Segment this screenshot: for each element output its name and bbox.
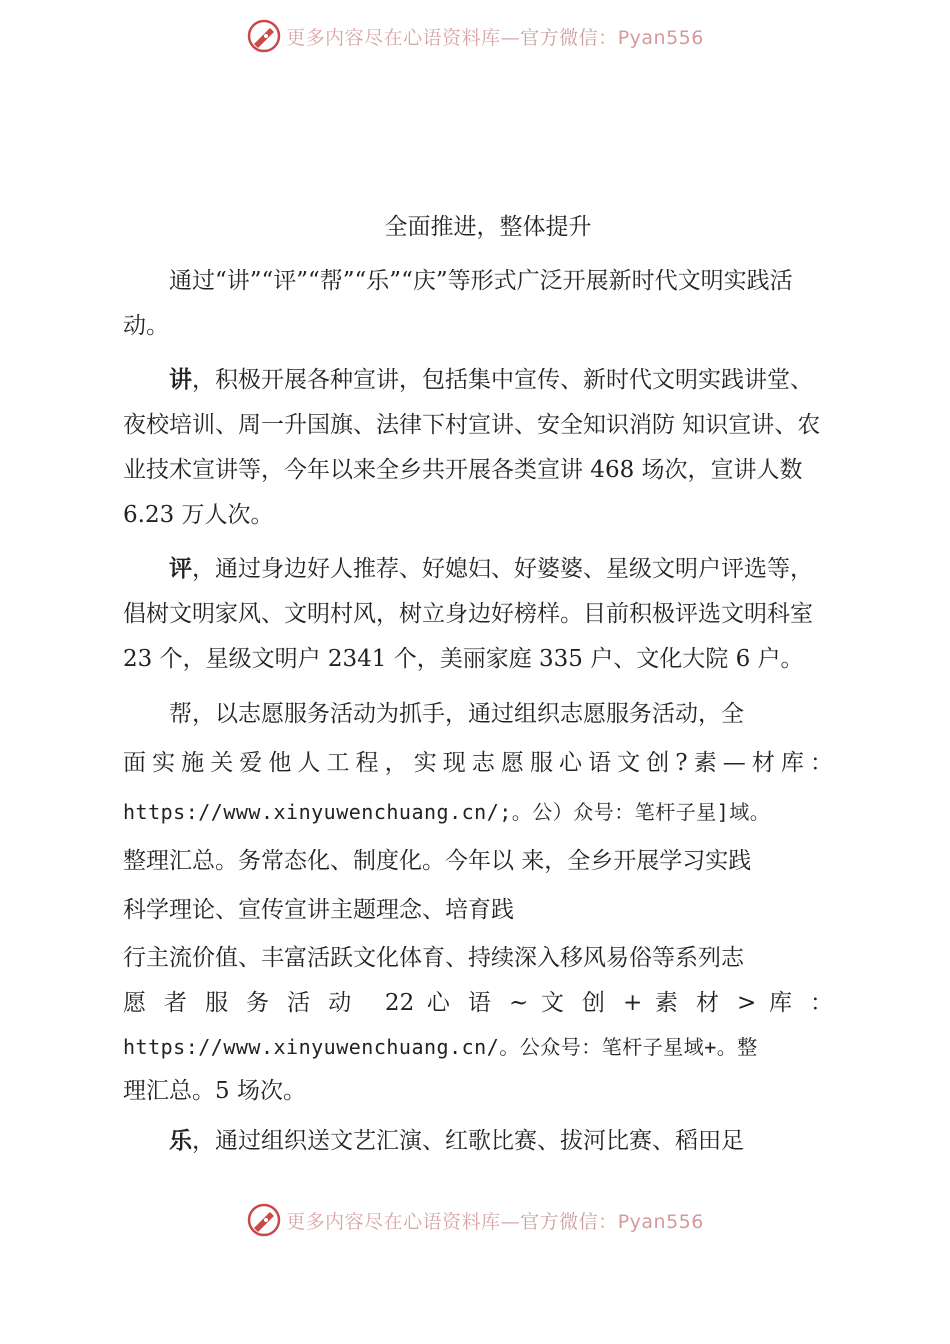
header-watermark-banner [0,16,950,56]
le-paragraph: 乐，通过组织送文艺汇演、红歌比赛、拔河比赛、稻田足 [169,1127,744,1154]
jiang-lead: 讲 [169,366,192,393]
banner-text: 更多内容尽在心语资料库—官方微信：Pyan556 [286,1210,704,1233]
ping-paragraph: 评，通过身边好人推荐、好媳妇、好婆婆、星级文明户评选等，倡树文明家风、文明村风，树立身边好榜样。目前积极评选文明科室 23 个，星级文明户 2341 个，美丽家庭 335 户、文化大院 6 户。 [123,555,813,672]
banner-text: 更多内容尽在心语资料库—官方微信：Pyan556 [286,26,704,49]
document-body [123,205,833,1172]
jiang-paragraph: 讲，积极开展各种宣讲，包括集中宣传、新时代文明实践讲堂、夜校培训、周一升国旗、法律下村宣讲、安全知识消防 知识宣讲、农业技术宣讲等，今年以来全乡共开展各类宣讲 468 场次，宣讲人数 6.23 万人次。 [123,366,821,528]
ping-lead: 评 [169,555,192,582]
pen-nib-logo-icon [246,1202,282,1238]
le-lead: 乐 [169,1127,192,1154]
pen-nib-logo-icon [246,18,282,54]
page-title: 全面推进，整体提升 [384,214,592,240]
footer-watermark-banner [0,1200,950,1240]
intro-paragraph: 通过“讲”“评”“帮”“乐”“庆”等形式广泛开展新时代文明实践活动。 [123,268,793,339]
bang-paragraph: 帮，以志愿服务活动为抓手，通过组织志愿服务活动，全 面实施关爱他人工程，实现志愿服心语文创?素—材库： https://www.xinyuwenchuang.cn/;。公）众号：笔杆子星]域。 整理汇总。务常态化、制度化。今年以 来，全乡开展学习实践 科学理论、宣传宣讲主题理念、培育践 行主流价值、丰富活跃文化体育、持续深入移风易俗等系列志 愿 者 服 务 活 动 22 心 语 ~ 文 创 + 素 材 > 库 ： https://www.xinyuwenchuang.cn/。公众号：笔杆子星域+。整 理汇总。5 场次。 [123,701,833,1104]
